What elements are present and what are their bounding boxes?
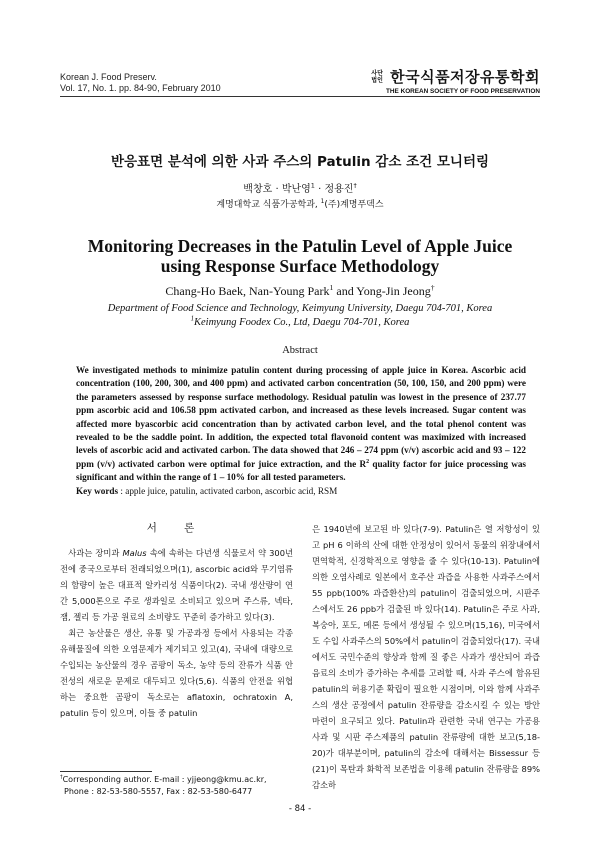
author-en-and: and <box>336 284 354 298</box>
author-ko-1: 백창호 <box>243 184 273 195</box>
affil-ko-sup: 1 <box>320 199 325 205</box>
keywords-value: : apple juice, patulin, activated carbon, ascorbic acid, RSM <box>120 486 338 496</box>
author-en-3-sup: † <box>430 283 435 292</box>
society-korean-name: 한국식품저장유통학회 <box>390 68 540 86</box>
author-ko-2-sup: 1 <box>310 181 315 190</box>
intro-paragraph-3: 은 1940년에 보고된 바 있다(7-9). Patulin은 열 저항성이 있고 pH 6 이하의 산에 대한 안정성이 있어서 동물의 위장내에서 면역학적, 신경학적으로 영향을 줄 수 있다(10-13). Patulin에 의한 오염사례로 일본에서 호주산 과즙을 사용한 사과주스에서 55 ppb(100% 과즙환산)의 patulin이 검출되었으며, 시판주스에서도 26 ppb가 검출된 바 있다(14). Patulin은 주로 사과, 복숭아, 포도, 메론 등에서 생성될 수 있으며(15,16), 미국에서도 수입 사과주스의 50%에서 patulin이 검출되었다(17). 국내에서도 국민수준의 향상과 함께 질 좋은 사과가 생산되어 과즙음료의 소비가 증가하는 추세를 고려할 때, 사과 주스에 함유된 patulin의 허용기준 확립이 필요한 시점이며, 이와 함께 사과주스의 생산 공정에서 patulin 잔류량을 감소시킬 수 있는 방안 마련이 요구되고 있다. Patulin과 관련한 국내 연구는 가공용 사과 및 시판 주스제품의 patulin 잔류량에 대한 보고(5,18-20)가 대부분이며, patulin의 감소에 대해서는 Bissessur 등(21)이 목탄과 화학적 보존법을 이용해 patulin 잔류량을 89% 감소하 <box>312 524 540 790</box>
author-en-1: Chang-Ho Baek, <box>165 284 247 298</box>
affiliation-english-1: Department of Food Science and Technology, Keimyung University, Daegu 704-701, Korea <box>107 303 493 314</box>
footnote-mark: † <box>60 774 63 781</box>
author-en-2: Nan-Young Park <box>249 284 330 298</box>
author-ko-2: 박난영 <box>281 184 311 195</box>
footnote-email: Corresponding author. E-mail : yjjeong@kmu.ac.kr, <box>62 775 267 784</box>
journal-volume: Vol. 17, No. 1. pp. 84-90, February 2010 <box>60 83 221 93</box>
abstract-heading: Abstract <box>282 345 318 356</box>
authors-english <box>0 284 600 299</box>
title-korean: 반응표면 분석에 의한 사과 주스의 Patulin 감소 조건 모니터링 <box>110 154 490 170</box>
intro-paragraph-1 <box>60 545 293 625</box>
page-number: - 84 - <box>288 804 312 814</box>
author-en-3: Yong-Jin Jeong <box>356 284 431 298</box>
footnote <box>60 774 300 798</box>
affil-en-line2: Keimyung Foodex Co., Ltd, Daegu 704-701, Korea <box>193 317 410 328</box>
society-english-name: THE KOREAN SOCIETY OF FOOD PRESERVATION <box>386 88 540 95</box>
title-english: Monitoring Decreases in the Patulin Level of Apple Juice using Response Surface Methodology <box>87 236 513 276</box>
abstract-body <box>76 364 526 485</box>
affil-ko-main: 계명대학교 식품가공학과, <box>216 200 318 210</box>
abstract-text-1: We investigated methods to minimize patulin content during processing of apple juice in Korea. Ascorbic acid concentration (100, 200, 300, and 400 ppm) and activated carbon concentration (50, 100, 150, and 200 ppm) were the parameters assessed by response surface methodology. Residual patulin was lowest in the presence of 237.77 ppm ascorbic acid and 106.58 ppm activated carbon, and increased as these levels increased. Sugar content was affected more byascorbic acid concentration than by activated carbon level, and the total phenol content was revealed to be the saddle point. In addition, the expected total flavonoid content was maximized with increased levels of ascorbic acid and activated carbon. The data showed that 246 – 274 ppm (v/v) ascorbic acid and 93 – 122 ppm (v/v) activated carbon were optimal for juice extraction, and the R <box>76 365 526 469</box>
author-en-2-sup: 1 <box>329 283 334 292</box>
author-ko-3: 정용진 <box>324 184 354 195</box>
section-heading-intro: 서 론 <box>146 522 207 534</box>
society-mark: 사단 법인 <box>371 69 383 84</box>
intro-p1-b: 속에 속하는 다년생 식물로서 약 300년 전에 중국으로부터 전래되었으며(1), ascorbic acid와 무기염류의 함량이 높은 대표적 알카리성 식품이다(2). 국내 생산량이 연간 5,000톤으로 주로 생과일로 소비되고 있으며 주스류, 넥타, 잼, 젤리 등 가공 원료의 소비량도 꾸준히 증가하고 있다(3). <box>60 548 293 622</box>
intro-paragraph-2: 최근 농산물은 생산, 유통 및 가공과정 등에서 사용되는 각종 유해물질에 의한 오염문제가 제기되고 있고(4), 국내에 대량으로 수입되는 농산물의 경우 곰팡이 독소, 농약 등의 잔류가 식품 안전성의 새로운 문제로 대두되고 있다(5,6). 식품의 안전을 위협하는 중요한 곰팡이 독소로는 aflatoxin, ochratoxin A, patulin 등이 있으며, 이들 중 patulin <box>60 628 293 718</box>
affil-ko-second: (주)계명푸덱스 <box>324 200 384 210</box>
intro-p1-a: 사과는 장미과 <box>68 548 123 558</box>
abstract-text-2: quality factor for juice processing was significant and within the range of 1 – 10% for all tested parameters. <box>76 458 526 483</box>
society-logo <box>368 66 540 95</box>
left-column <box>60 545 293 721</box>
intro-p1-italic: Malus <box>122 548 147 558</box>
abstract-sup: 2 <box>366 458 370 465</box>
author-ko-3-sup: † <box>353 181 357 190</box>
right-column <box>312 521 540 793</box>
footnote-phone: Phone : 82-53-580-5557, Fax : 82-53-580-6477 <box>64 787 253 796</box>
header-rule <box>60 96 540 97</box>
footnote-line-1 <box>60 774 300 786</box>
journal-citation <box>60 72 221 94</box>
keywords-label: Key words <box>76 486 119 496</box>
footnote-rule <box>60 771 152 772</box>
affil-en-sup: 1 <box>190 315 194 323</box>
journal-name: Korean J. Food Preserv. <box>60 72 157 82</box>
affiliation-english-2 <box>0 317 600 328</box>
authors-korean: 백창호 · 박난영$^1$ · 정용진† <box>243 181 357 195</box>
keywords <box>76 486 526 496</box>
affiliation-korean <box>0 197 600 210</box>
